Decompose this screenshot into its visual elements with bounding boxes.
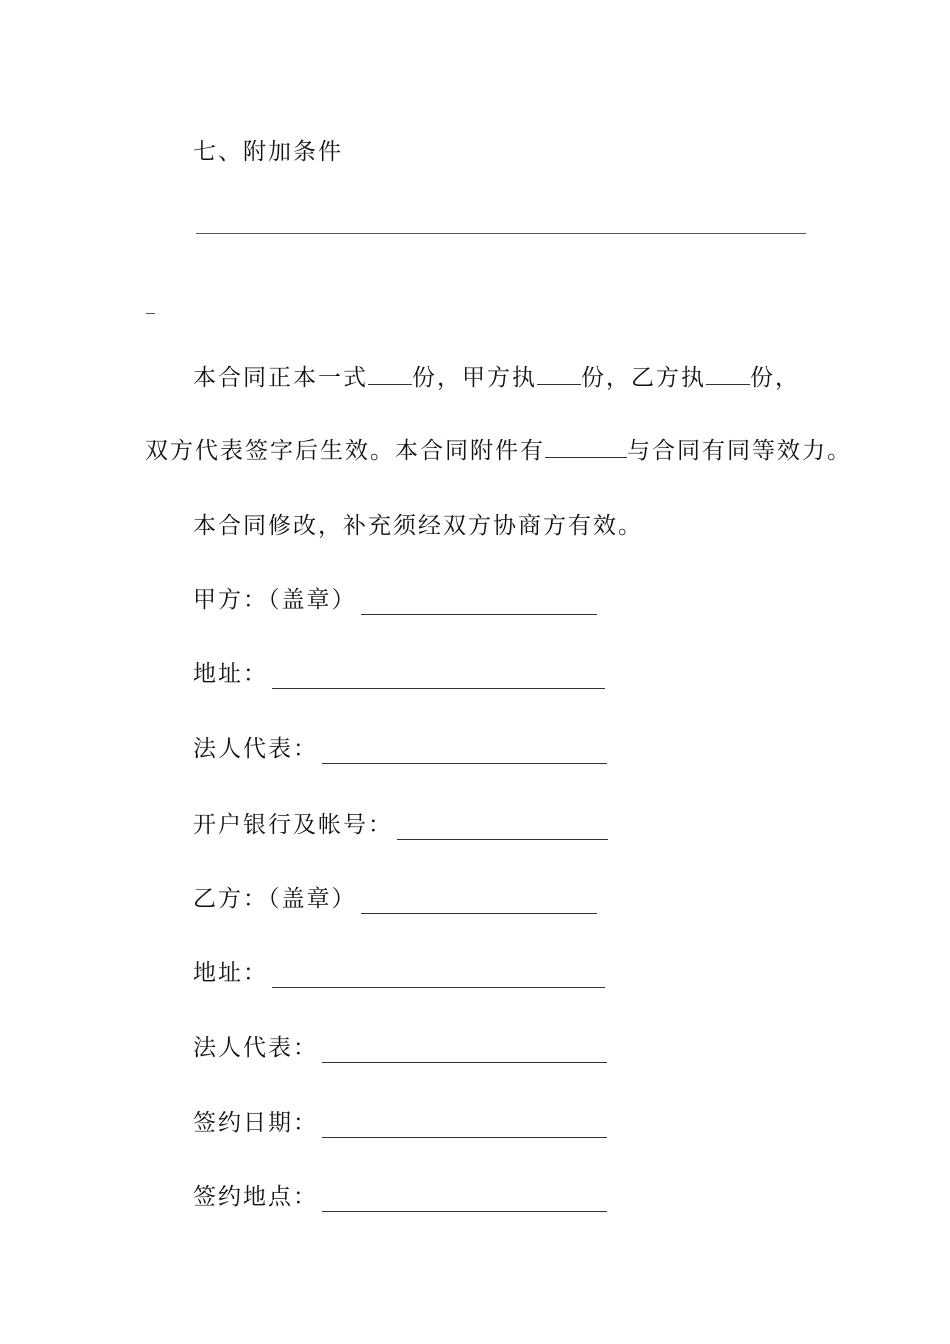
section-heading: 七、附加条件 xyxy=(193,139,343,165)
party-b-address-field[interactable] xyxy=(272,965,605,988)
sign-place-label: 签约地点： xyxy=(193,1184,318,1210)
party-b-label: 乙方：（盖章） xyxy=(193,886,357,912)
attachments-blank xyxy=(545,437,627,458)
party-b-address-label: 地址： xyxy=(193,960,268,986)
copies-line xyxy=(193,363,800,393)
sign-place-row xyxy=(193,1182,607,1212)
total-copies-blank xyxy=(368,364,412,385)
party-a-legal-rep-label: 法人代表： xyxy=(193,736,318,762)
sign-place-field[interactable] xyxy=(322,1189,607,1212)
party-b-copies-blank xyxy=(706,364,750,385)
party-b-legal-rep-row xyxy=(193,1033,607,1063)
party-a-address-row xyxy=(193,659,605,689)
party-a-legal-rep-field[interactable] xyxy=(322,741,607,764)
party-a-address-label: 地址： xyxy=(193,661,268,687)
party-a-bank-row xyxy=(193,810,608,840)
party-a-address-field[interactable] xyxy=(272,666,605,689)
party-b-legal-rep-label: 法人代表： xyxy=(193,1035,318,1061)
effect-text-1: 双方代表签字后生效。本合同附件有 xyxy=(145,438,545,464)
party-a-bank-field[interactable] xyxy=(397,817,608,840)
effect-line xyxy=(145,436,852,466)
sign-date-row xyxy=(193,1108,607,1138)
party-a-bank-label: 开户银行及帐号： xyxy=(193,812,393,838)
sign-date-field[interactable] xyxy=(322,1115,607,1138)
effect-text-2: 与合同有同等效力。 xyxy=(627,438,852,464)
party-a-row xyxy=(193,585,597,615)
party-b-row xyxy=(193,884,597,914)
sign-date-label: 签约日期： xyxy=(193,1110,318,1136)
additional-conditions-blank xyxy=(196,233,806,234)
party-a-seal-field[interactable] xyxy=(361,592,597,615)
copies-text-4: 份， xyxy=(750,365,800,391)
party-a-label: 甲方：（盖章） xyxy=(193,587,357,613)
party-a-copies-blank xyxy=(537,364,581,385)
additional-conditions-blank-continuation xyxy=(146,313,155,314)
copies-text-1: 本合同正本一式 xyxy=(193,365,368,391)
party-a-legal-rep-row xyxy=(193,734,607,764)
party-b-address-row xyxy=(193,958,605,988)
party-b-legal-rep-field[interactable] xyxy=(322,1040,607,1063)
copies-text-2: 份，甲方执 xyxy=(412,365,537,391)
amendment-clause: 本合同修改，补充须经双方协商方有效。 xyxy=(193,513,643,539)
copies-text-3: 份，乙方执 xyxy=(581,365,706,391)
party-b-seal-field[interactable] xyxy=(361,891,597,914)
